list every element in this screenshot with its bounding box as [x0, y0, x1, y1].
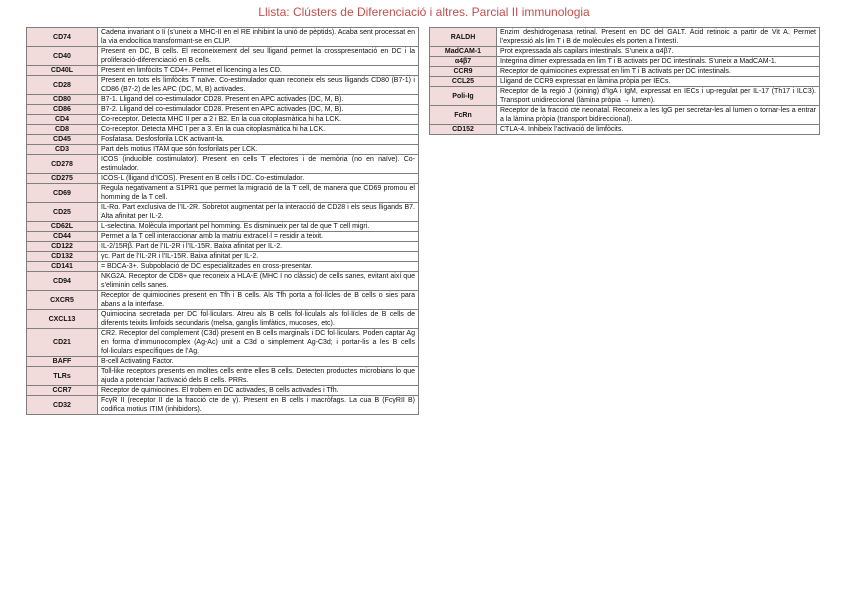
table-row [430, 106, 820, 125]
table-row [27, 357, 419, 367]
cd-description-cell: CTLA-4. Inhibeix l’activació de limfòcits. [497, 125, 820, 135]
cd-description-cell: Toll-like receptors presents en moltes cells entre elles B cells. Detecten productes microbians lo que ajuda a potenciar l’activació dels B cells. PRRs. [98, 367, 419, 386]
table-row [27, 252, 419, 262]
cd-code-cell: CD69 [27, 184, 98, 203]
page-title: Llista: Clústers de Diferenciació i altres. Parcial II immunologia [258, 5, 590, 19]
table-row [27, 386, 419, 396]
cd-description-cell: γc. Part de l’IL-2R i l’IL-15R. Baixa afinitat per IL-2. [98, 252, 419, 262]
table-row [27, 105, 419, 115]
table-row [27, 367, 419, 386]
cd-description-cell: Receptor de quimiocines present en Tfh i B cells. Als Tfh porta a fol·lícles de B cells o sies para abans a la interfase. [98, 291, 419, 310]
table-row [430, 125, 820, 135]
cd-description-cell: B7-1. Lligand del co-estimulador CD28. Present en APC activades (DC, M, B). [98, 95, 419, 105]
table-row [27, 262, 419, 272]
cd-description-cell: Integrina dímer expressada en lim T i B activats per DC intestinals. S’uneix a MadCAM-1. [497, 57, 820, 67]
table-row [27, 222, 419, 232]
cd-code-cell: CCR7 [27, 386, 98, 396]
cd-code-cell: CD44 [27, 232, 98, 242]
cd-code-cell: CD32 [27, 396, 98, 415]
cd-description-cell: Permet a la T cell interaccionar amb la matriu extracel·l = residir a teixit. [98, 232, 419, 242]
cd-description-cell: NKG2A. Receptor de CD8+ que reconeix a HLA-E (MHC I no clàssic) de cells sanes, evitant així que s’eliminin cells sanes. [98, 272, 419, 291]
cd-code-cell: CXCL13 [27, 310, 98, 329]
table-row [27, 76, 419, 95]
cd-code-cell: RALDH [430, 28, 497, 47]
cd-description-cell: Prot expressada als capilars intestinals. S’uneix a α4β7. [497, 47, 820, 57]
cd-code-cell: CD275 [27, 174, 98, 184]
cd-description-cell: CR2. Receptor del complement (C3d) present en B cells marginals i DC fol·liculars. Poden captar Ag en forma d’immunocomplex (Ag-Ac) unit a C3d o simplement Ag-C3d; i portar-lis a les B cells fol·liculars específiques de l’Ag. [98, 329, 419, 357]
table-row [27, 329, 419, 357]
cd-description-cell: Lligand de CCR9 expressat en làmina pròpia per IECs. [497, 77, 820, 87]
cd-description-cell: Regula negativament a S1PR1 que permet la migració de la T cell, de manera que CD69 promou el homming de la T cell. [98, 184, 419, 203]
cd-description-cell: ICOS (inducible costimulator). Present en cells T efectores i de memòria (no en naïve). Co-estimulador. [98, 155, 419, 174]
table-row [430, 87, 820, 106]
cd-code-cell: TLRs [27, 367, 98, 386]
cd-description-cell: Present en limfòcits T CD4+. Permet el licencing a les CD. [98, 66, 419, 76]
table-row [27, 47, 419, 66]
table-row [27, 272, 419, 291]
cd-table-left [26, 27, 419, 415]
cd-description-cell: Receptor de la fracció cte neonatal. Reconeix a les IgG per secretar-les al lumen o tornar-les a entrar a la làmina pròpia (transport bidireccional). [497, 106, 820, 125]
cd-code-cell: CD86 [27, 105, 98, 115]
cd-code-cell: Poli-Ig [430, 87, 497, 106]
table-row [27, 174, 419, 184]
cd-description-cell: Quimiocina secretada per DC fol·liculars. Atreu als B cells fol·liculals als fol·lícles de B cells de diferents teixits limfoids secundaris (melsa, ganglis limfàtics, mucoses, etc). [98, 310, 419, 329]
cd-code-cell: CD45 [27, 135, 98, 145]
cd-description-cell: Present en tots els limfòcits T naïve. Co-estimulador quan reconeix els seus lligands CD80 (B7-1) i CD86 (B7-2) de les APC (DC, M, B) activades. [98, 76, 419, 95]
table-row [27, 242, 419, 252]
cd-code-cell: CD152 [430, 125, 497, 135]
cd-description-cell: Receptor de la regió J (joining) d’IgA i IgM, expressat en IECs i up-regulat per IL-17 (Th17 i ILC3). Transport unidireccional (làmina pròpia → lumen). [497, 87, 820, 106]
cd-code-cell: CCL25 [430, 77, 497, 87]
cd-description-cell: Enzim deshidrogenasa retinal. Present en DC del GALT. Àcid retinoic a partir de Vit A. Permet l’expressió als lim T i B de molècules els porten a l’intestí. [497, 28, 820, 47]
cd-description-cell: IL-2/15Rβ. Part de l’IL-2R i l’IL-15R. Baixa afinitat per IL-2. [98, 242, 419, 252]
cd-description-cell: Co-receptor. Detecta MHC II per a 2 i B2. En la cua citoplasmàtica hi ha LCK. [98, 115, 419, 125]
cd-table-right [429, 27, 820, 135]
cd-description-cell: Present en DC, B cells. El reconeixement del seu lligand permet la crosspresentació en DC i la proliferació-diferenciació en B cells. [98, 47, 419, 66]
table-row [430, 77, 820, 87]
cd-description-cell: L-selectina. Molècula important pel homming. Es disminueix per tal de que T cell migri. [98, 222, 419, 232]
table-row [27, 115, 419, 125]
cd-description-cell: IL-Rα. Part exclusiva de l’IL-2R. Sobretot augmentat per la interacció de CD28 i els seus lligands B7. Alta afinitat per IL-2. [98, 203, 419, 222]
cd-code-cell: MadCAM-1 [430, 47, 497, 57]
cd-code-cell: FcRn [430, 106, 497, 125]
table-row [27, 145, 419, 155]
cd-code-cell: CD74 [27, 28, 98, 47]
table-row [27, 396, 419, 415]
cd-code-cell: CD40L [27, 66, 98, 76]
cd-code-cell: CD8 [27, 125, 98, 135]
cd-code-cell: CD278 [27, 155, 98, 174]
table-row [27, 291, 419, 310]
cd-code-cell: CD141 [27, 262, 98, 272]
cd-code-cell: CD94 [27, 272, 98, 291]
cd-code-cell: CD3 [27, 145, 98, 155]
cd-code-cell: CD132 [27, 252, 98, 262]
cd-code-cell: CD21 [27, 329, 98, 357]
table-row [430, 57, 820, 67]
cd-description-cell: = BDCA-3+. Subpoblació de DC especialitzades en cross-presentar. [98, 262, 419, 272]
cd-description-cell: Part dels motius ITAM que són fosforilats per LCK. [98, 145, 419, 155]
table-row [27, 95, 419, 105]
cd-code-cell: CD122 [27, 242, 98, 252]
cd-description-cell: B7-2. Lligand del co-estimulador CD28. Present en APC activades (DC, M, B). [98, 105, 419, 115]
table-row [27, 310, 419, 329]
table-row [27, 184, 419, 203]
cd-description-cell: Receptor de quimiocines expressat en lim T i B activats per DC intestinals. [497, 67, 820, 77]
table-row [430, 47, 820, 57]
table-row [27, 155, 419, 174]
cd-code-cell: CD4 [27, 115, 98, 125]
cd-description-cell: Co-receptor. Detecta MHC I per a 3. En la cua citoplasmàtica hi ha LCK. [98, 125, 419, 135]
cd-description-cell: FcγR II (receptor II de la fracció cte de γ). Present en B cells i macròfags. La cua B (FcγRII B) codifica motius ITIM (inhibidors). [98, 396, 419, 415]
cd-code-cell: CD80 [27, 95, 98, 105]
table-row [27, 28, 419, 47]
cd-description-cell: ICOS-L (lligand d’ICOS). Present en B cells i DC. Co-estimulador. [98, 174, 419, 184]
table-row [430, 67, 820, 77]
table-row [27, 125, 419, 135]
cd-description-cell: Cadena invariant o Ii (s’uneix a MHC-II en el RE inhibint la unió de pèptids). Acaba sent processat en la via endocítica transformant-se en CLIP. [98, 28, 419, 47]
cd-code-cell: CD28 [27, 76, 98, 95]
table-row [430, 28, 820, 47]
cd-description-cell: Fosfatasa. Desfosforila LCK activant-la. [98, 135, 419, 145]
cd-code-cell: CXCR5 [27, 291, 98, 310]
cd-description-cell: Receptor de quimiocines. El trobem en DC activades, B cells activades i Tfh. [98, 386, 419, 396]
table-row [27, 232, 419, 242]
cd-code-cell: CCR9 [430, 67, 497, 77]
cd-code-cell: BAFF [27, 357, 98, 367]
table-row [27, 203, 419, 222]
cd-description-cell: B-cell Activating Factor. [98, 357, 419, 367]
cd-code-cell: CD40 [27, 47, 98, 66]
cd-code-cell: CD62L [27, 222, 98, 232]
cd-code-cell: α4β7 [430, 57, 497, 67]
table-row [27, 135, 419, 145]
cd-code-cell: CD25 [27, 203, 98, 222]
table-row [27, 66, 419, 76]
